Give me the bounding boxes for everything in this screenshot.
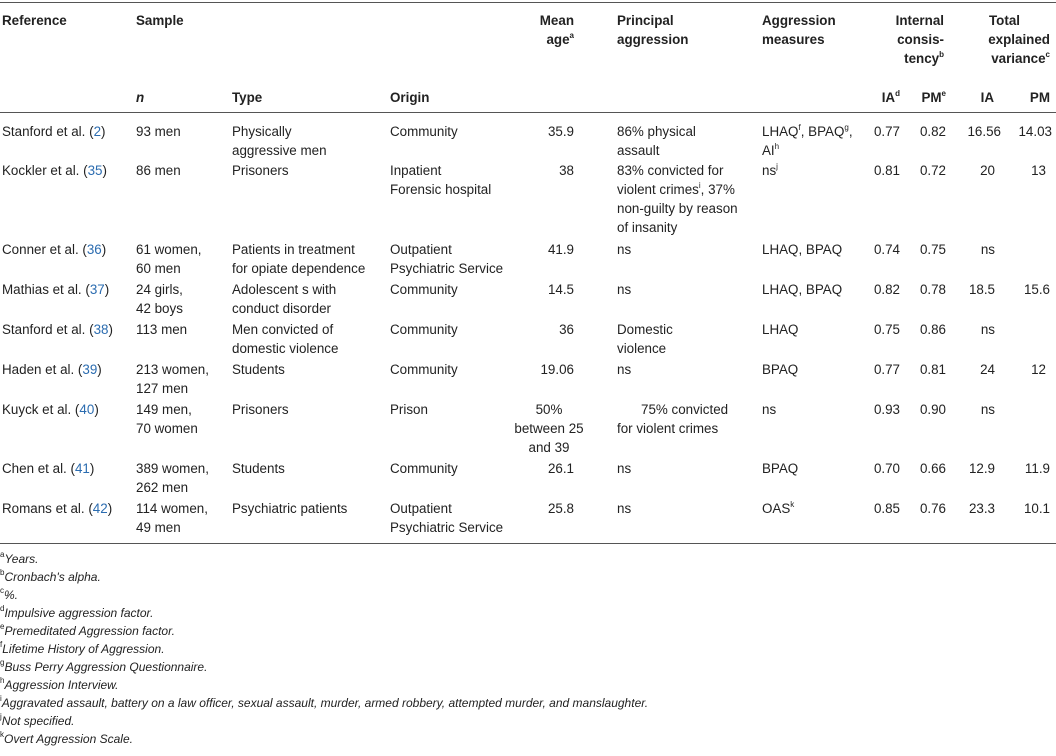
cell-type: Patients in treatment: [232, 242, 355, 257]
citation-link[interactable]: 38: [93, 322, 109, 337]
header-pm: $PM^e$: [921, 88, 946, 105]
footnote: $^h$Aggression Interview.: [0, 676, 119, 692]
cell-mean-age-2: between 25: [514, 421, 584, 436]
header-mean-age: Mean: [539, 13, 574, 28]
bottom-rule: [0, 543, 1056, 544]
header-measures: Aggression: [762, 13, 836, 28]
footnote: $^f$Lifetime History of Aggression.: [0, 640, 165, 656]
cell-measures-2: $AI^h$: [762, 141, 780, 158]
cell-n: 86 men: [136, 163, 181, 178]
footnote: $^c$%.: [0, 586, 19, 602]
cell-principal: ns: [617, 242, 632, 257]
citation-link[interactable]: 42: [92, 501, 108, 516]
citation-link[interactable]: 41: [74, 461, 90, 476]
cell-mean-age: 25.8: [547, 501, 574, 516]
header-rule: [0, 112, 1056, 113]
footnote: $^g$Buss Perry Aggression Questionnaire.: [0, 658, 208, 674]
cell-ic-pm: 0.90: [919, 402, 946, 417]
cell-ic-pm: 0.82: [919, 124, 946, 139]
cell-origin: Community: [390, 322, 458, 337]
cell-principal-3: non-guilty by reason: [617, 201, 738, 216]
cell-measures: LHAQ: [762, 322, 799, 337]
cell-origin-2: Psychiatric Service: [390, 261, 504, 276]
cell-mean-age: 26.1: [547, 461, 574, 476]
cell-type: Students: [232, 461, 285, 476]
cell-ic-ia: 0.77: [873, 124, 900, 139]
cell-reference: Conner et al. (36): [2, 242, 107, 257]
cell-principal: 83% convicted for: [617, 163, 724, 178]
cell-tv-ia: 12.9: [968, 461, 995, 476]
header-variance-2: explained: [988, 32, 1050, 47]
cell-type-2: for opiate dependence: [232, 261, 366, 276]
cell-reference: Stanford et al. (2): [2, 124, 106, 139]
header-sample: Sample: [136, 13, 184, 28]
citation-link[interactable]: 39: [82, 362, 98, 377]
cell-n-2: 42 boys: [136, 301, 183, 316]
footnote: $^e$Premeditated Aggression factor.: [0, 622, 175, 638]
cell-principal: ns: [617, 282, 632, 297]
cell-type: Prisoners: [232, 163, 289, 178]
cell-origin-2: Forensic hospital: [390, 182, 492, 197]
cell-origin: Community: [390, 461, 458, 476]
cell-reference: Mathias et al. (37): [2, 282, 110, 297]
header-ia: $IA^d$: [881, 88, 900, 105]
header-measures-2: measures: [762, 32, 825, 47]
header-pm-2: PM: [1029, 90, 1050, 105]
cell-reference: Haden et al. (39): [2, 362, 102, 377]
cell-ic-ia: 0.93: [873, 402, 900, 417]
header-principal: Principal: [617, 13, 674, 28]
header-principal-2: aggression: [617, 32, 689, 47]
cell-ic-pm: 0.66: [919, 461, 946, 476]
cell-ic-pm: 0.72: [919, 163, 946, 178]
cell-measures: BPAQ: [762, 461, 799, 476]
cell-principal: 75% convicted: [641, 402, 729, 417]
header-n: n: [136, 90, 145, 105]
footnote: $^b$Cronbach's alpha.: [0, 568, 101, 584]
header-internal: Internal: [895, 13, 944, 28]
cell-type-2: conduct disorder: [232, 301, 331, 316]
header-type: Type: [232, 90, 263, 105]
cell-origin: Community: [390, 124, 458, 139]
cell-origin-2: Psychiatric Service: [390, 520, 504, 535]
cell-principal-2: violence: [617, 341, 667, 356]
cell-principal-2: assault: [617, 143, 660, 158]
citation-link[interactable]: 2: [93, 124, 102, 139]
cell-n: 93 men: [136, 124, 181, 139]
cell-mean-age: 36: [559, 322, 574, 337]
cell-tv-pm: 12: [1031, 362, 1046, 377]
cell-measures: BPAQ: [762, 362, 799, 377]
cell-type-2: aggressive men: [232, 143, 327, 158]
cell-mean-age-3: and 39: [528, 440, 570, 455]
cell-ic-pm: 0.81: [919, 362, 946, 377]
cell-n: 113 men: [136, 322, 188, 337]
footnote: $^i$Aggravated assault, battery on a law officer, sexual assault, murder, armed robbery, attempted murder, and manslaughter.: [0, 694, 649, 710]
cell-type: Physically: [232, 124, 292, 139]
cell-principal-2: for violent crimes: [617, 421, 719, 436]
cell-mean-age: 35.9: [547, 124, 574, 139]
cell-n-2: 70 women: [136, 421, 198, 436]
cell-ic-pm: 0.78: [919, 282, 946, 297]
cell-measures: LHAQ$^f$, BPAQ$^g$,: [762, 122, 853, 139]
cell-type: Men convicted of: [232, 322, 334, 337]
citation-link[interactable]: 36: [86, 242, 102, 257]
cell-type-2: domestic violence: [232, 341, 339, 356]
citation-link[interactable]: 35: [87, 163, 103, 178]
cell-origin: Outpatient: [390, 242, 452, 257]
cell-origin: Prison: [390, 402, 428, 417]
cell-measures: LHAQ, BPAQ: [762, 242, 843, 257]
cell-ic-pm: 0.75: [919, 242, 946, 257]
cell-n-2: 262 men: [136, 480, 189, 495]
header-ia-2: IA: [980, 90, 994, 105]
cell-mean-age: 14.5: [547, 282, 574, 297]
header-internal-3: tency$^b$: [904, 49, 944, 66]
cell-principal: Domestic: [617, 322, 673, 337]
header-variance-3: variance$^c$: [991, 49, 1050, 66]
cell-type: Prisoners: [232, 402, 289, 417]
header-internal-2: consis-: [897, 32, 944, 47]
cell-tv-ia: 23.3: [968, 501, 995, 516]
cell-n: 114 women,: [136, 501, 208, 516]
cell-n: 61 women,: [136, 242, 202, 257]
cell-reference: Kockler et al. (35): [2, 163, 107, 178]
cell-n-2: 60 men: [136, 261, 181, 276]
cell-measures: ns: [762, 402, 777, 417]
footnote: $^j$Not specified.: [0, 712, 75, 728]
cell-principal-4: of insanity: [617, 220, 678, 235]
cell-ic-ia: 0.85: [873, 501, 900, 516]
cell-ic-ia: 0.70: [873, 461, 900, 476]
cell-ic-pm: 0.86: [919, 322, 946, 337]
cell-tv-pm: 15.6: [1023, 282, 1050, 297]
cell-tv-ia: 24: [980, 362, 995, 377]
cell-reference: Chen et al. (41): [2, 461, 95, 476]
cell-n: 24 girls,: [136, 282, 183, 297]
citation-link[interactable]: 37: [89, 282, 105, 297]
cell-n: 389 women,: [136, 461, 209, 476]
cell-principal: ns: [617, 501, 632, 516]
cell-ic-ia: 0.77: [873, 362, 900, 377]
cell-ic-ia: 0.75: [873, 322, 900, 337]
cell-tv-pm: 13: [1031, 163, 1046, 178]
cell-principal: ns: [617, 461, 632, 476]
cell-tv-pm: 11.9: [1024, 461, 1050, 476]
cell-tv-ia: ns: [980, 402, 995, 417]
cell-origin: Community: [390, 362, 458, 377]
cell-tv-ia: ns: [980, 322, 995, 337]
cell-tv-ia: ns: [980, 242, 995, 257]
cell-origin: Inpatient: [390, 163, 442, 178]
cell-mean-age: 50%: [535, 402, 563, 417]
cell-reference: Stanford et al. (38): [2, 322, 113, 337]
footnote: $^k$Overt Aggression Scale.: [0, 730, 133, 746]
cell-origin: Community: [390, 282, 458, 297]
cell-n-2: 49 men: [136, 520, 181, 535]
cell-tv-pm: 14.03: [1018, 124, 1052, 139]
cell-tv-ia: 16.56: [967, 124, 1001, 139]
cell-tv-ia: 18.5: [968, 282, 995, 297]
header-reference: Reference: [2, 13, 67, 28]
citation-link[interactable]: 40: [79, 402, 95, 417]
cell-measures: OAS$^k$: [762, 499, 795, 516]
cell-type: Psychiatric patients: [232, 501, 348, 516]
header-origin: Origin: [390, 90, 430, 105]
cell-principal: 86% physical: [617, 124, 696, 139]
cell-origin: Outpatient: [390, 501, 452, 516]
footnote: $^a$Years.: [0, 550, 39, 566]
cell-measures: $ns^j$: [762, 161, 778, 178]
cell-n: 149 men,: [136, 402, 192, 417]
cell-principal-2: violent crimes$^i$, 37%: [617, 180, 735, 197]
cell-tv-ia: 20: [980, 163, 995, 178]
cell-n: 213 women,: [136, 362, 209, 377]
cell-type: Students: [232, 362, 285, 377]
top-rule: [0, 2, 1056, 3]
cell-ic-ia: 0.82: [873, 282, 900, 297]
cell-mean-age: 38: [559, 163, 574, 178]
cell-n-2: 127 men: [136, 381, 189, 396]
cell-principal: ns: [617, 362, 632, 377]
cell-ic-pm: 0.76: [919, 501, 946, 516]
footnote: $^d$Impulsive aggression factor.: [0, 604, 154, 620]
header-variance: Total: [989, 13, 1020, 28]
cell-ic-ia: 0.81: [873, 163, 900, 178]
cell-type: Adolescent s with: [232, 282, 337, 297]
cell-reference: Kuyck et al. (40): [2, 402, 99, 417]
header-mean-age-2: age$^a$: [546, 30, 574, 47]
cell-reference: Romans et al. (42): [2, 501, 113, 516]
cell-ic-ia: 0.74: [873, 242, 900, 257]
cell-mean-age: 41.9: [547, 242, 574, 257]
cell-mean-age: 19.06: [540, 362, 574, 377]
cell-tv-pm: 10.1: [1023, 501, 1050, 516]
cell-measures: LHAQ, BPAQ: [762, 282, 843, 297]
